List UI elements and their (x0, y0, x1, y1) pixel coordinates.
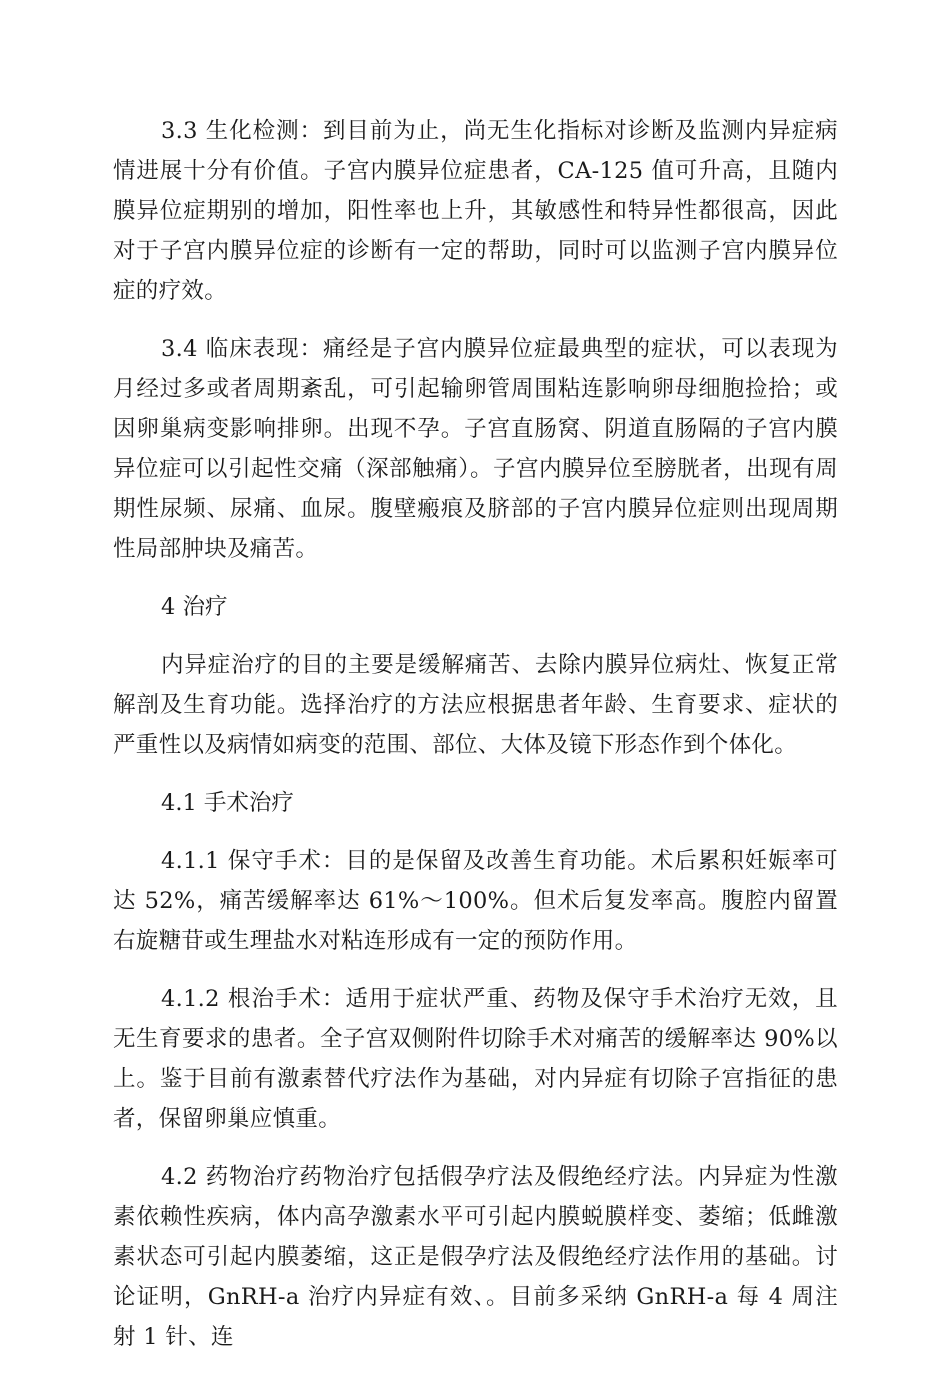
document-page (113, 111, 838, 1375)
section-4-1-2-radical-surgery: 4.1.2 根治手术：适用于症状严重、药物及保守手术治疗无效，且无生育要求的患者。全子宫双侧附件切除手术对痛苦的缓解率达 90%以上。鉴于目前有激素替代疗法作为基础，对内异症有切除子宫指征的患者，保留卵巢应慎重。 (113, 986, 838, 1132)
section-4-1-1-conservative-surgery: 4.1.1 保守手术：目的是保留及改善生育功能。术后累积妊娠率可达 52%，痛苦缓解率达 61%～100%。但术后复发率高。腹腔内留置右旋糖苷或生理盐水对粘连形成有一定的预防作用。 (113, 848, 838, 954)
section-4-1-heading-surgery: 4.1 手术治疗 (161, 790, 294, 816)
section-3-4-clinical-manifestations: 3.4 临床表现：痛经是子宫内膜异位症最典型的症状，可以表现为月经过多或者周期紊乱，可引起输卵管周围粘连影响卵母细胞捡拾；或因卵巢病变影响排卵。出现不孕。子宫直肠窝、阴道直肠隔的子宫内膜异位症可以引起性交痛（深部触痛）。子宫内膜异位至膀胱者，出现有周期性尿频、尿痛、血尿。腹壁瘢痕及脐部的子宫内膜异位症则出现周期性局部肿块及痛苦。 (113, 336, 838, 562)
section-4-intro-paragraph: 内异症治疗的目的主要是缓解痛苦、去除内膜异位病灶、恢复正常解剖及生育功能。选择治疗的方法应根据患者年龄、生育要求、症状的严重性以及病情如病变的范围、部位、大体及镜下形态作到个体化。 (113, 652, 838, 758)
section-3-3-biochemical-tests: 3.3 生化检测：到目前为止，尚无生化指标对诊断及监测内异症病情进展十分有价值。子宫内膜异位症患者，CA-125 值可升高，且随内膜异位症期别的增加，阳性率也上升，其敏感性和特异性都很高，因此对于子宫内膜异位症的诊断有一定的帮助，同时可以监测子宫内膜异位症的疗效。 (113, 118, 838, 304)
section-4-heading-treatment: 4 治疗 (161, 594, 228, 620)
section-4-2-drug-therapy: 4.2 药物治疗药物治疗包括假孕疗法及假绝经疗法。内异症为性激素依赖性疾病，体内高孕激素水平可引起内膜蜕膜样变、萎缩；低雌激素状态可引起内膜萎缩，这正是假孕疗法及假绝经疗法作用的基础。讨论证明，GnRH-a 治疗内异症有效、。目前多采纳 GnRH-a 每 4 周注射 1 针、连 (113, 1164, 838, 1350)
